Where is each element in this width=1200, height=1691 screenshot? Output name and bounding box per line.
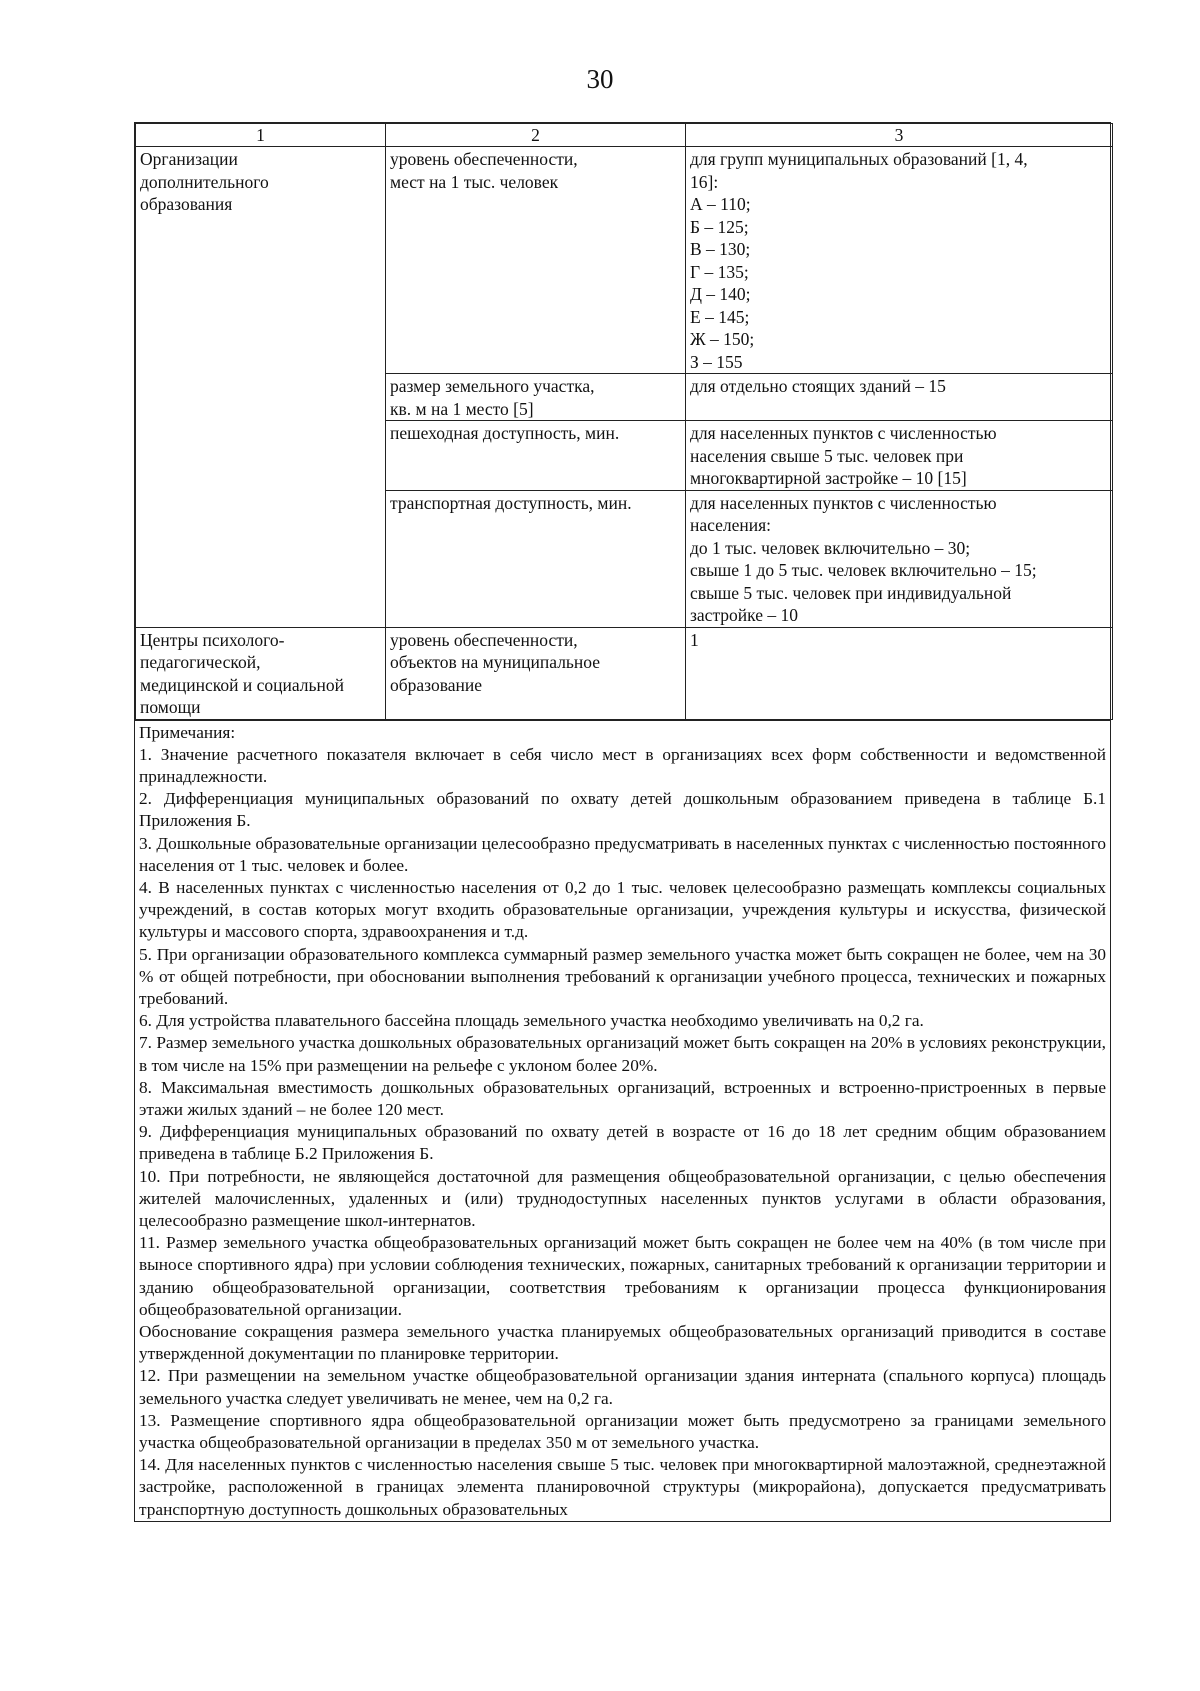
- cell-line: размер земельного участка,: [390, 376, 595, 396]
- value-cell: [686, 147, 1113, 374]
- note-item: Обоснование сокращения размера земельного участка планируемых общеобразовательных организаций приводится в составе утвержденной документации по планировке территории.: [139, 1321, 1106, 1364]
- value-cell: [686, 490, 1113, 627]
- cell-line: пешеходная доступность, мин.: [390, 423, 620, 443]
- cell-line: З – 155: [690, 351, 743, 372]
- cell-line: транспортная доступность, мин.: [390, 492, 632, 513]
- cell-line: объектов на муниципальное: [390, 652, 600, 672]
- note-item: 2. Дифференциация муниципальных образований по охвату детей дошкольным образованием приведена в таблице Б.1 Приложения Б.: [139, 789, 1106, 831]
- facility-cell: [136, 147, 386, 628]
- cell-line: уровень обеспеченности,: [390, 629, 578, 650]
- cell-line: педагогической,: [140, 652, 261, 672]
- cell-line: А – 110;: [690, 194, 751, 214]
- cell-line: медицинской и социальной: [140, 674, 344, 695]
- cell-line: для групп муниципальных образований [1, 4,: [690, 149, 1028, 169]
- note-item: 14. Для населенных пунктов с численностью населения свыше 5 тыс. человек при многоквартирной малоэтажной, среднеэтажной застройке, расположенной в границах элемента планировочной структуры (микрорайона), допускается предусматривать транспортную доступность дошкольных образовательных: [139, 1455, 1106, 1519]
- value-cell: [686, 374, 1113, 421]
- cell-line: многоквартирной застройке – 10 [15]: [690, 468, 967, 488]
- standards-table: [135, 123, 1113, 720]
- page-number: 30: [586, 64, 614, 94]
- cell-line: дополнительного: [140, 171, 269, 192]
- table-header-cell: 1: [136, 124, 386, 147]
- indicator-cell: [386, 147, 686, 374]
- cell-line: населения свыше 5 тыс. человек при: [690, 445, 964, 466]
- document-table: [134, 122, 1111, 1522]
- value-cell: [686, 421, 1113, 491]
- table-row: [136, 627, 1113, 719]
- cell-line: образования: [140, 194, 233, 214]
- cell-line: Б – 125;: [690, 216, 749, 237]
- cell-line: 1: [690, 629, 699, 650]
- table-row: [136, 147, 1113, 374]
- cell-line: 16]:: [690, 171, 719, 192]
- note-item: 8. Максимальная вместимость дошкольных образовательных организаций, встроенных и встроенно-пристроенных в первые этажи жилых зданий – не более 120 мест.: [139, 1077, 1106, 1119]
- cell-line: Г – 135;: [690, 261, 749, 282]
- note-item: 9. Дифференциация муниципальных образований по охвату детей в возрасте от 16 до 18 лет средним общим образованием приведена в таблице Б.2 Приложения Б.: [139, 1122, 1106, 1164]
- value-cell: [686, 627, 1113, 719]
- table-header-cell: 2: [386, 124, 686, 147]
- cell-line: Ж – 150;: [690, 329, 755, 349]
- indicator-cell: [386, 627, 686, 719]
- notes-section: [135, 720, 1110, 1521]
- cell-line: Центры психолого-: [140, 629, 285, 650]
- table-header-row: [136, 124, 1113, 147]
- cell-line: В – 130;: [690, 239, 751, 259]
- cell-line: Е – 145;: [690, 306, 750, 327]
- cell-line: Д – 140;: [690, 284, 751, 304]
- note-item: 12. При размещении на земельном участке общеобразовательной организации здания интерната (спального корпуса) площадь земельного участка следует увеличивать не менее, чем на 0,2 га.: [139, 1366, 1106, 1408]
- cell-line: Организации: [140, 149, 238, 169]
- cell-line: мест на 1 тыс. человек: [390, 171, 559, 192]
- cell-line: для населенных пунктов с численностью: [690, 423, 997, 443]
- indicator-cell: [386, 490, 686, 627]
- note-item: 6. Для устройства плавательного бассейна площадь земельного участка необходимо увеличивать на 0,2 га.: [139, 1011, 924, 1031]
- cell-line: для отдельно стоящих зданий – 15: [690, 376, 946, 396]
- facility-cell: [136, 627, 386, 719]
- note-item: 1. Значение расчетного показателя включает в себя число мест в организациях всех форм собственности и ведомственной принадлежности.: [139, 744, 1106, 786]
- cell-line: уровень обеспеченности,: [390, 149, 578, 169]
- cell-line: помощи: [140, 697, 201, 717]
- indicator-cell: [386, 374, 686, 421]
- note-item: 10. При потребности, не являющейся достаточной для размещения общеобразовательной организации, с целью обеспечения жителей малочисленных, удаленных и (или) труднодоступных населенных пунктов услугами в области образования, целесообразно размещение школ-интернатов.: [139, 1166, 1106, 1230]
- cell-line: населения:: [690, 515, 772, 535]
- cell-line: застройке – 10: [690, 605, 799, 625]
- cell-line: свыше 1 до 5 тыс. человек включительно – 15;: [690, 560, 1037, 580]
- cell-line: образование: [390, 674, 483, 695]
- note-item: 3. Дошкольные образовательные организации целесообразно предусматривать в населенных пунктах с численностью постоянного населения от 1 тыс. человек и более.: [139, 833, 1106, 875]
- table-header-cell: 3: [686, 124, 1113, 147]
- cell-line: кв. м на 1 место [5]: [390, 398, 534, 419]
- cell-line: свыше 5 тыс. человек при индивидуальной: [690, 582, 1012, 603]
- note-item: 4. В населенных пунктах с численностью населения от 0,2 до 1 тыс. человек целесообразно размещать комплексы социальных учреждений, в состав которых могут входить образовательные организации, учреждения культуры и искусства, физической культуры и массового спорта, здравоохранения и т.д.: [139, 877, 1106, 942]
- note-item: 7. Размер земельного участка дошкольных образовательных организаций может быть сокращен на 20% в условиях реконструкции, в том числе на 15% при размещении на рельефе с уклоном более 20%.: [139, 1033, 1106, 1075]
- notes-title: Примечания:: [139, 722, 236, 742]
- note-item: 13. Размещение спортивного ядра общеобразовательной организации может быть предусмотрено за границами земельного участка общеобразовательной организации в пределах 350 м от земельного участка.: [139, 1410, 1106, 1452]
- cell-line: для населенных пунктов с численностью: [690, 492, 997, 513]
- indicator-cell: [386, 421, 686, 491]
- cell-line: до 1 тыс. человек включительно – 30;: [690, 537, 971, 558]
- note-item: 11. Размер земельного участка общеобразовательных организаций может быть сокращен не более чем на 40% (в том числе при выносе спортивного ядра) при условии соблюдения технических, пожарных, санитарных требований к организации территории и зданию общеобразовательной организации, соответствия требованиям к организации процесса функционирования общеобразовательной организации.: [139, 1233, 1106, 1319]
- note-item: 5. При организации образовательного комплекса суммарный размер земельного участка может быть сокращен не более, чем на 30 % от общей потребности, при обосновании выполнения требований к организации учебного процесса, технических и пожарных требований.: [139, 944, 1106, 1008]
